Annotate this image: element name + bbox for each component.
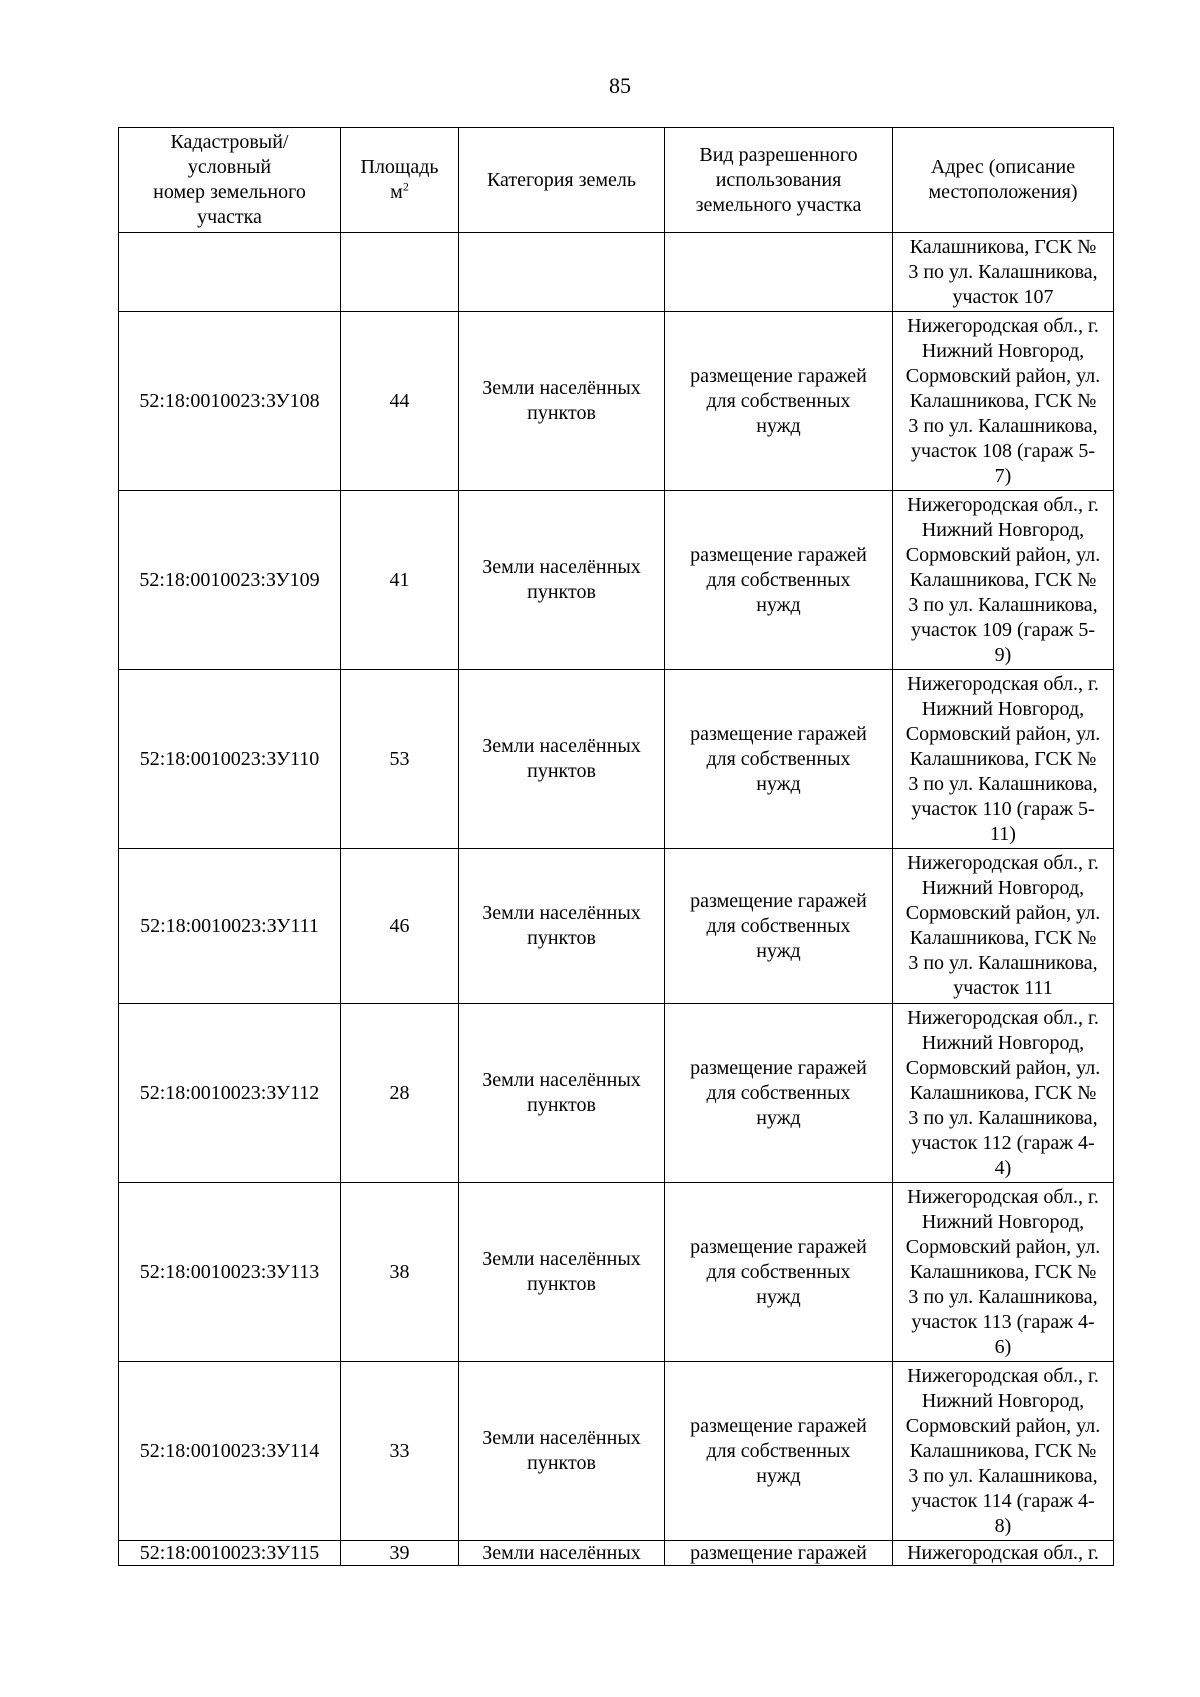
page-number: 85 bbox=[609, 73, 631, 98]
table-row bbox=[119, 491, 1114, 670]
area-cell: 28 bbox=[341, 1004, 459, 1183]
cadastral-cell: 52:18:0010023:ЗУ108 bbox=[119, 312, 341, 491]
category-cell: Земли населённых пунктов bbox=[459, 491, 665, 670]
address-cell: Нижегородская обл., г. Нижний Новгород, Сормовский район, ул. Калашникова, ГСК № 3 по ул. Калашникова, участок 108 (гараж 5- 7) bbox=[893, 312, 1114, 491]
cadastral-cell: 52:18:0010023:ЗУ115 bbox=[119, 1541, 341, 1566]
cadastral-cell: 52:18:0010023:ЗУ109 bbox=[119, 491, 341, 670]
cadastral-cell: 52:18:0010023:ЗУ110 bbox=[119, 670, 341, 849]
usage-cell: размещение гаражей для собственных нужд bbox=[665, 670, 893, 849]
table-row bbox=[119, 849, 1114, 1004]
usage-cell: размещение гаражей для собственных нужд bbox=[665, 1362, 893, 1541]
cadastral-cell: 52:18:0010023:ЗУ113 bbox=[119, 1183, 341, 1362]
table-row bbox=[119, 1004, 1114, 1183]
table-row bbox=[119, 1362, 1114, 1541]
area-cell: 44 bbox=[341, 312, 459, 491]
category-cell: Земли населённых bbox=[459, 1541, 665, 1566]
area-cell: 46 bbox=[341, 849, 459, 1004]
table-row bbox=[119, 312, 1114, 491]
address-cell: Нижегородская обл., г. Нижний Новгород, Сормовский район, ул. Калашникова, ГСК № 3 по ул. Калашникова, участок 113 (гараж 4- 6) bbox=[893, 1183, 1114, 1362]
cadastral-cell: 52:18:0010023:ЗУ114 bbox=[119, 1362, 341, 1541]
table-row bbox=[119, 670, 1114, 849]
usage-cell: размещение гаражей для собственных нужд bbox=[665, 1183, 893, 1362]
category-cell: Земли населённых пунктов bbox=[459, 312, 665, 491]
category-cell: Земли населённых пунктов bbox=[459, 1183, 665, 1362]
address-cell: Нижегородская обл., г. Нижний Новгород, Сормовский район, ул. Калашникова, ГСК № 3 по ул. Калашникова, участок 110 (гараж 5- 11) bbox=[893, 670, 1114, 849]
address-cell: Нижегородская обл., г. Нижний Новгород, Сормовский район, ул. Калашникова, ГСК № 3 по ул. Калашникова, участок 114 (гараж 4- 8) bbox=[893, 1362, 1114, 1541]
area-cell: 38 bbox=[341, 1183, 459, 1362]
category-cell bbox=[459, 233, 665, 312]
usage-cell: размещение гаражей для собственных нужд bbox=[665, 849, 893, 1004]
header-address: Адрес (описание местоположения) bbox=[893, 128, 1114, 233]
area-cell: 33 bbox=[341, 1362, 459, 1541]
land-plots-table bbox=[118, 127, 1114, 1566]
address-cell: Нижегородская обл., г. bbox=[893, 1541, 1114, 1566]
header-cadastral-number: Кадастровый/ условный номер земельного участка bbox=[119, 128, 341, 233]
header-permitted-use: Вид разрешенного использования земельного участка bbox=[665, 128, 893, 233]
cadastral-cell: 52:18:0010023:ЗУ112 bbox=[119, 1004, 341, 1183]
table-row bbox=[119, 1183, 1114, 1362]
address-cell: Нижегородская обл., г. Нижний Новгород, Сормовский район, ул. Калашникова, ГСК № 3 по ул. Калашникова, участок 111 bbox=[893, 849, 1114, 1004]
usage-cell bbox=[665, 233, 893, 312]
category-cell: Земли населённых пунктов bbox=[459, 670, 665, 849]
table-header-row bbox=[119, 128, 1114, 233]
usage-cell: размещение гаражей для собственных нужд bbox=[665, 312, 893, 491]
area-cell: 53 bbox=[341, 670, 459, 849]
usage-cell: размещение гаражей bbox=[665, 1541, 893, 1566]
address-cell: Нижегородская обл., г. Нижний Новгород, Сормовский район, ул. Калашникова, ГСК № 3 по ул. Калашникова, участок 112 (гараж 4- 4) bbox=[893, 1004, 1114, 1183]
area-cell: 41 bbox=[341, 491, 459, 670]
usage-cell: размещение гаражей для собственных нужд bbox=[665, 1004, 893, 1183]
header-land-category: Категория земель bbox=[459, 128, 665, 233]
cadastral-cell: 52:18:0010023:ЗУ111 bbox=[119, 849, 341, 1004]
address-cell: Нижегородская обл., г. Нижний Новгород, Сормовский район, ул. Калашникова, ГСК № 3 по ул. Калашникова, участок 109 (гараж 5- 9) bbox=[893, 491, 1114, 670]
table-row bbox=[119, 1541, 1114, 1566]
address-cell: Калашникова, ГСК № 3 по ул. Калашникова, участок 107 bbox=[893, 233, 1114, 312]
area-cell: 39 bbox=[341, 1541, 459, 1566]
category-cell: Земли населённых пунктов bbox=[459, 1362, 665, 1541]
category-cell: Земли населённых пунктов bbox=[459, 849, 665, 1004]
area-cell bbox=[341, 233, 459, 312]
category-cell: Земли населённых пунктов bbox=[459, 1004, 665, 1183]
table-row-continuation bbox=[119, 233, 1114, 312]
cadastral-cell bbox=[119, 233, 341, 312]
usage-cell: размещение гаражей для собственных нужд bbox=[665, 491, 893, 670]
header-area: Площадь $м^2$ bbox=[341, 128, 459, 233]
